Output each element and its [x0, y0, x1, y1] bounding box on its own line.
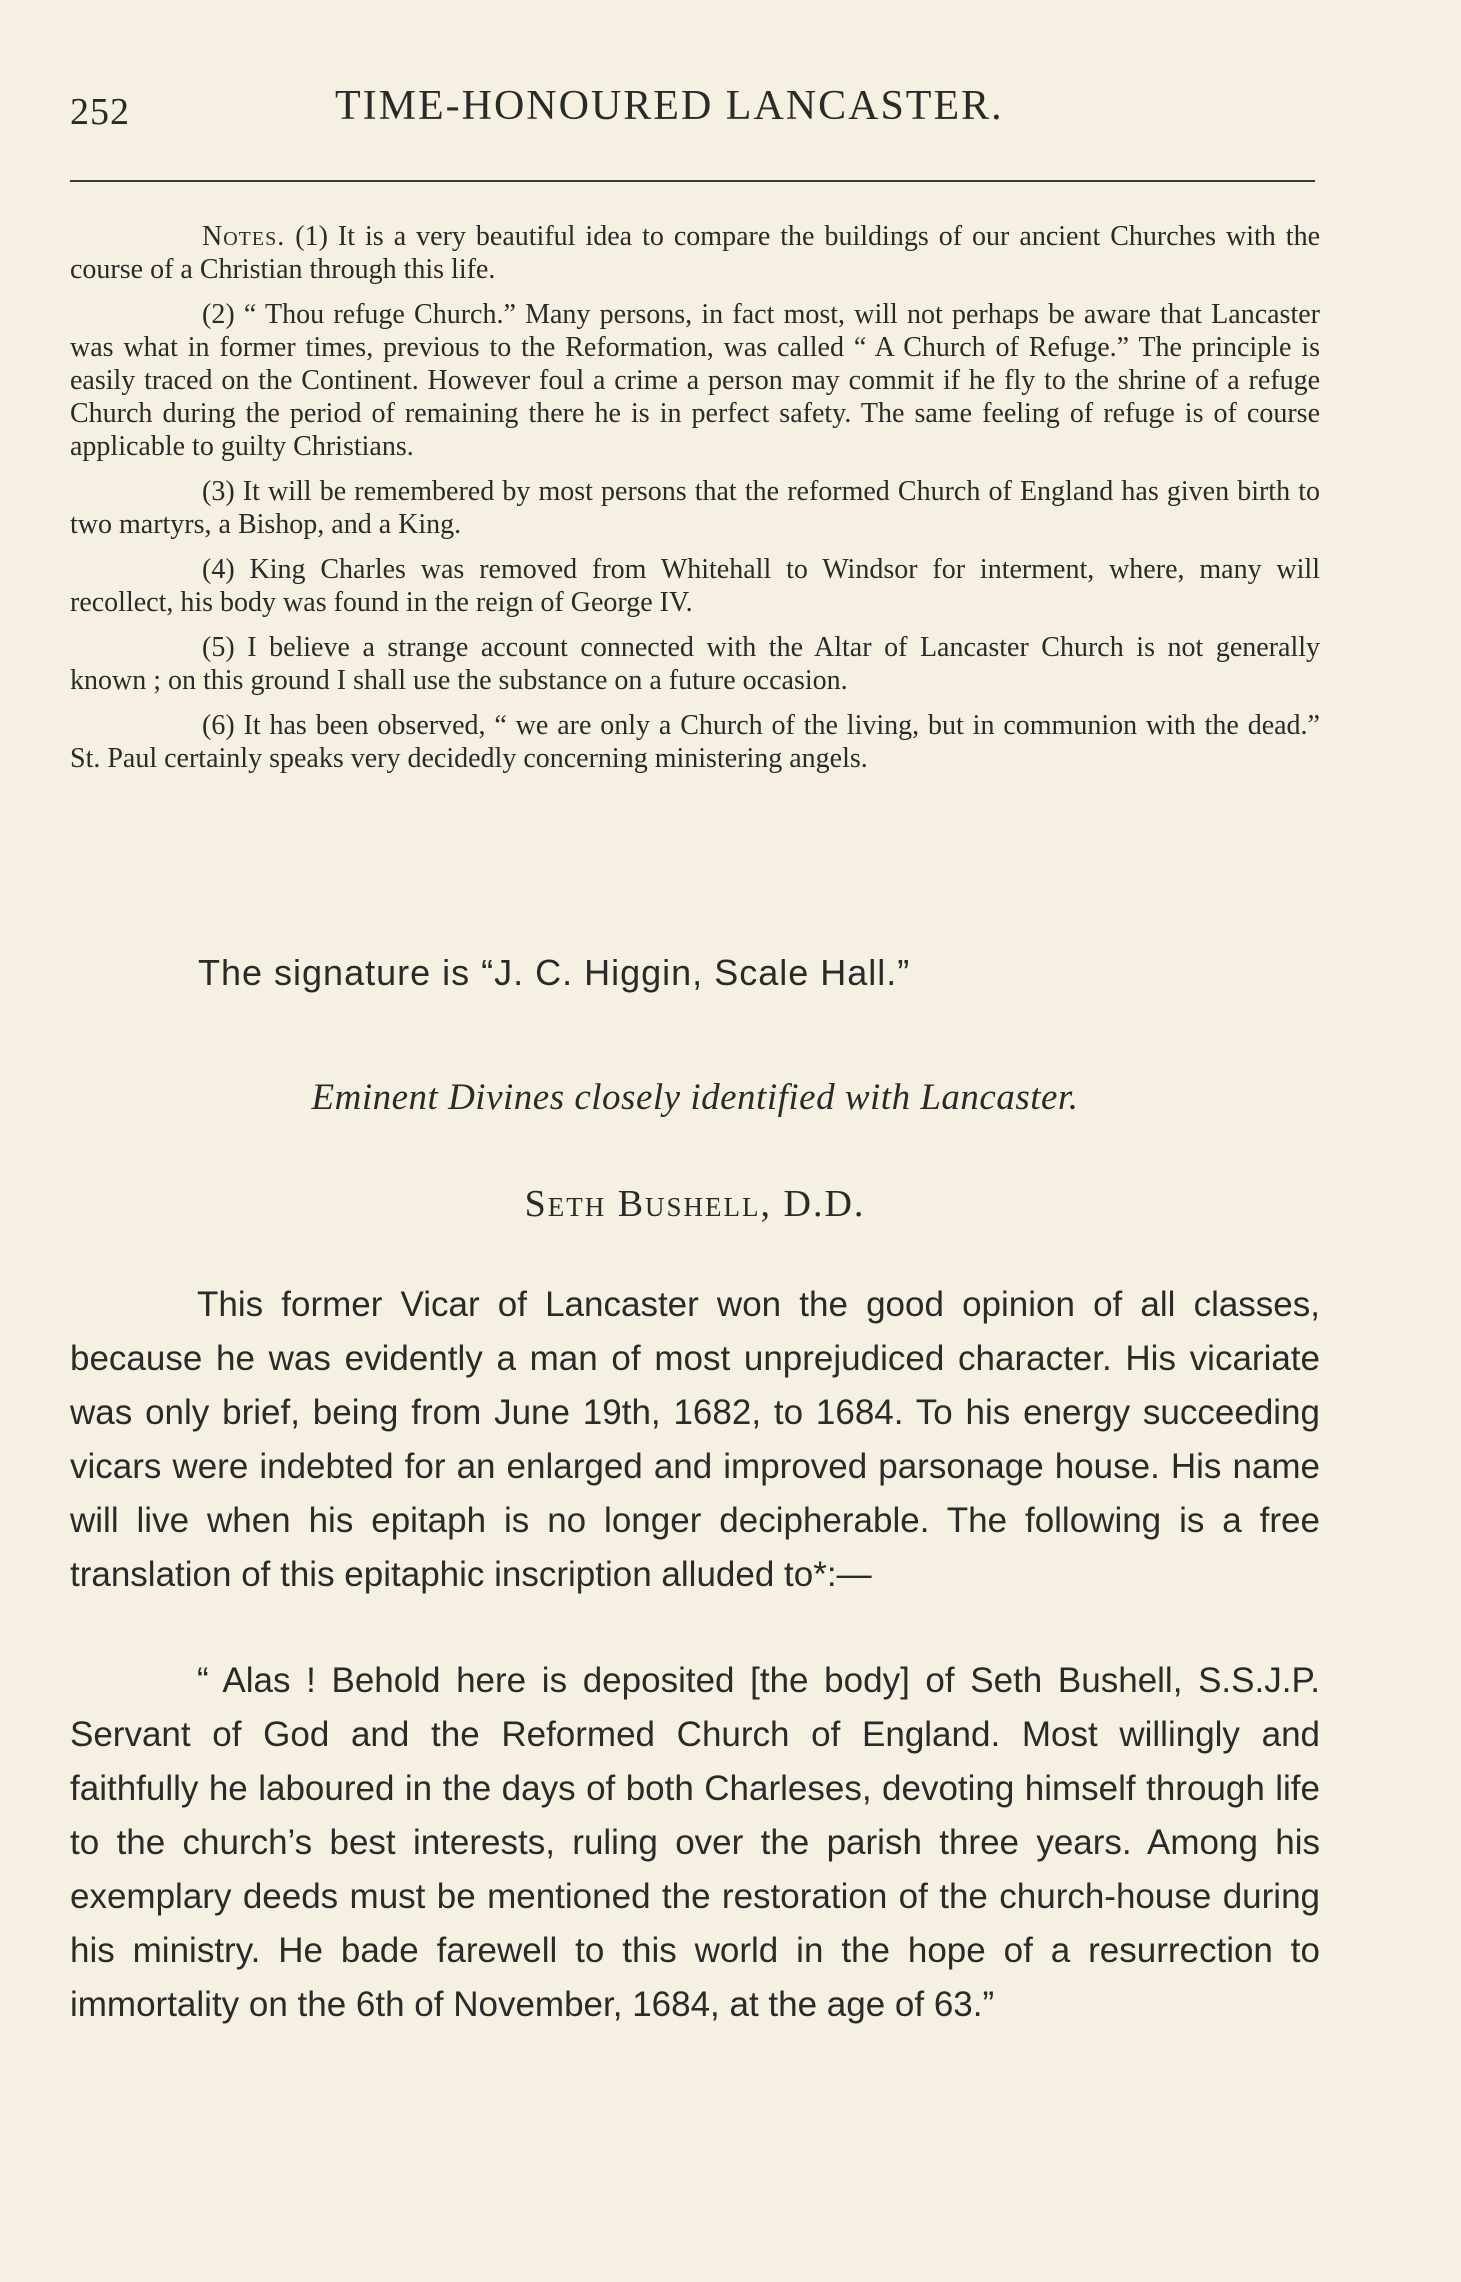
body-paragraph-1: This former Vicar of Lancaster won the good opinion of all classes, because he was evidently a man of most unprejudiced character. His vicariate was only brief, being from June 19th, 1682, to 1684. To his energy succeeding vicars were indebted for an enlarged and improved parsonage house. His name will live when his epitaph is no longer decipherable. The following is a free translation of this epitaphic inscription alluded to*:—: [70, 1285, 1320, 1594]
person-heading: Seth Bushell, D.D.: [524, 1183, 866, 1225]
note-6: (6) It has been observed, “ we are only a Church of the living, but in communion with the dead.” St. Paul certainly speaks very decidedly concerning ministering angels.: [70, 710, 1320, 774]
note-2: (2) “ Thou refuge Church.” Many persons, in fact most, will not perhaps be aware that Lancaster was what in former times, previous to the Reformation, was called “ A Church of Refuge.” The principle is easily traced on the Continent. However foul a crime a person may commit if he fly to the shrine of a refuge Church during the period of remaining there he is in perfect safety. The same feeling of refuge is of course applicable to guilty Christians.: [70, 299, 1320, 462]
note-5: (5) I believe a strange account connected with the Altar of Lancaster Church is not generally known ; on this ground I shall use the substance on a future occasion.: [70, 632, 1320, 696]
body-paragraph-2: “ Alas ! Behold here is deposited [the body] of Seth Bushell, S.S.J.P. Servant of God and the Reformed Church of England. Most willingly and faithfully he laboured in the days of both Charleses, devoting himself through life to the church’s best interests, ruling over the parish three years. Among his exemplary deeds must be mentioned the restoration of the church-house during his ministry. He bade farewell to this world in the hope of a resurrection to immortality on the 6th of November, 1684, at the age of 63.”: [70, 1661, 1320, 2024]
note-4: (4) King Charles was removed from Whitehall to Windsor for interment, where, many will recollect, his body was found in the reign of George IV.: [70, 554, 1320, 618]
note-1: [70, 220, 1320, 286]
header-rule: [70, 180, 1315, 182]
section-title: Eminent Divines closely identified with Lancaster.: [311, 1077, 1079, 1118]
body-text: [70, 1278, 1320, 2084]
notes-label: Notes.: [202, 221, 286, 252]
note-3: (3) It will be remembered by most persons that the reformed Church of England has given birth to two martyrs, a Bishop, and a King.: [70, 476, 1320, 540]
running-head: [70, 70, 1320, 140]
running-title: TIME-HONOURED LANCASTER.: [335, 83, 1004, 129]
note-1-text: (1) It is a very beautiful idea to compare the buildings of our ancient Churches with the course of a Christian through this life.: [70, 221, 1320, 285]
notes-section: [70, 220, 1320, 787]
page-number: 252: [70, 91, 130, 133]
book-page: [70, 70, 1320, 2024]
signature-line: The signature is “J. C. Higgin, Scale Hall.”: [198, 952, 911, 993]
